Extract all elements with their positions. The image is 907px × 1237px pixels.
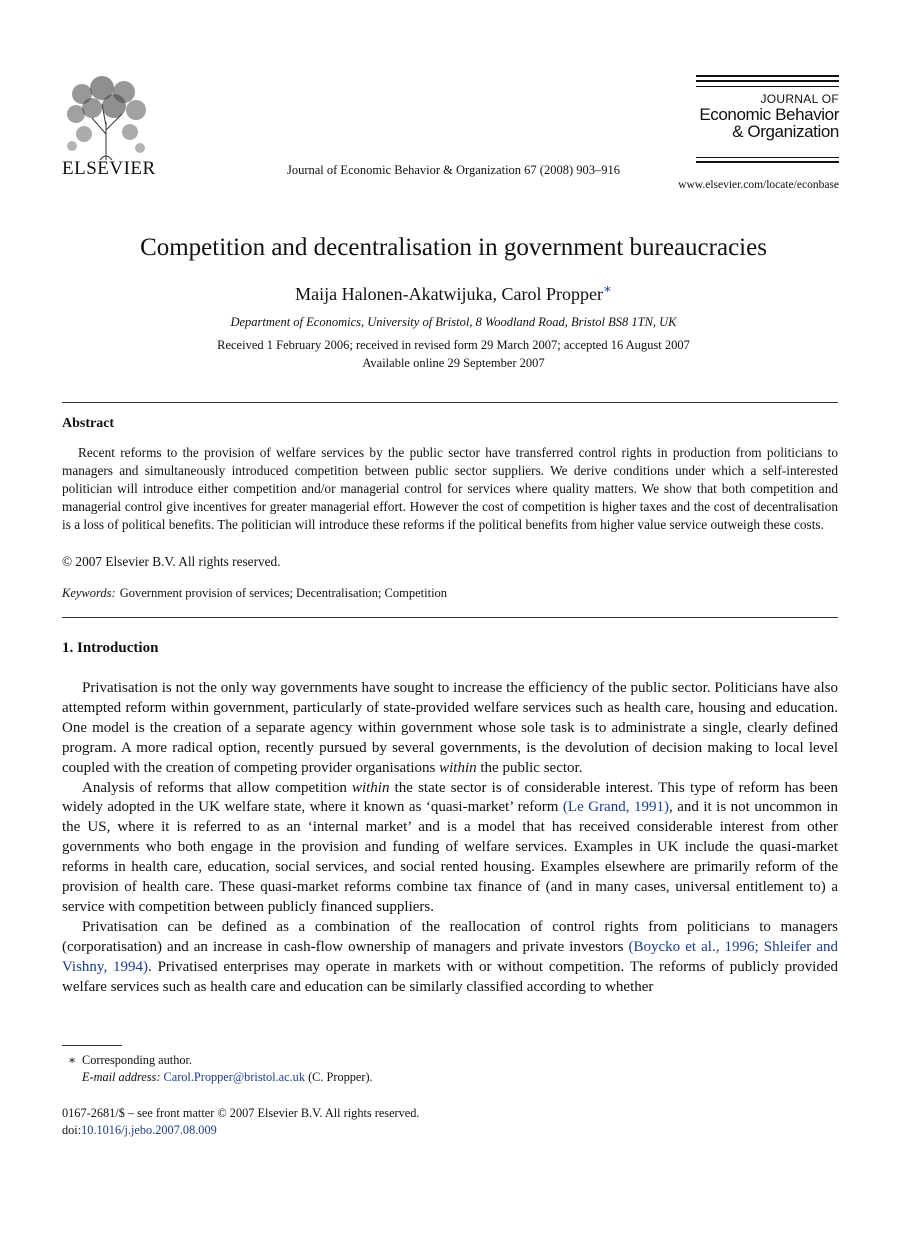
text-run: Analysis of reforms that allow competition [82, 779, 352, 796]
emphasis: within [351, 779, 390, 796]
keywords-label: Keywords: [62, 586, 116, 600]
abstract-text: Recent reforms to the provision of welfare services by the public sector have transferred control rights in production from politicians to managers and simultaneously introduced competition between public sector suppliers. We derive conditions under which a self-interested politician will introduce either competition and/or managerial control for services where quality matters. We show that both competition and managerial control give incentives for greater managerial effort. However the cost of competition is higher taxes and the cost of decentralisation is a loss of political benefits. The politician will introduce these reforms if the political benefits from higher value service outweigh these costs. [62, 445, 838, 533]
article-authors [0, 281, 907, 305]
author-affiliation: Department of Economics, University of Bristol, 8 Woodland Road, Bristol BS8 1TN, UK [230, 315, 677, 329]
corresponding-author-mark[interactable]: ∗ [603, 281, 612, 296]
footnotes [62, 1052, 373, 1086]
journal-logo [690, 93, 839, 141]
email-note [62, 1069, 373, 1086]
abstract-copyright: © 2007 Elsevier B.V. All rights reserved. [62, 554, 281, 569]
footnote-rule [62, 1045, 122, 1046]
text-run: , and it is not uncommon in the US, where it is referred to as an ‘internal market’ and is a model that has received considerable interest from other governments who both engage in the provision and funding of welfare services. Examples in UK include the quasi-market reforms in health care, education, social services, and social rented housing. Examples elsewhere are primarily reform of the provision of health care. These quasi-market reforms combine tax finance of (and in many cases, universal entitlement to) a service with competition between publicly financed suppliers. [62, 799, 839, 915]
article-dates [0, 336, 907, 372]
text-run: the state sector is of considerable interest. This type of reform has been widely adopted in the UK welfare state, where it known as ‘quasi-market’ reform [62, 779, 838, 816]
divider [62, 402, 838, 403]
paragraph [62, 679, 838, 779]
paragraph [62, 779, 838, 918]
paragraph [62, 918, 838, 998]
available-online: Available online 29 September 2007 [362, 356, 545, 370]
email-link[interactable]: Carol.Propper@bristol.ac.uk [163, 1070, 305, 1084]
keywords [62, 586, 447, 601]
section-body [62, 679, 838, 998]
received-dates: Received 1 February 2006; received in revised form 29 March 2007; accepted 16 August 2007 [217, 338, 690, 352]
corresponding-note [62, 1052, 373, 1069]
doi-link[interactable]: 10.1016/j.jebo.2007.08.009 [81, 1123, 217, 1137]
issn-block [62, 1105, 419, 1139]
article-title: Competition and decentralisation in government bureaucracies [140, 234, 767, 261]
journal-logo-line1: JOURNAL OF [760, 92, 839, 106]
abstract-body [62, 444, 838, 534]
author-names: Maija Halonen-Akatwijuka, Carol Propper [295, 284, 604, 304]
publisher-name: ELSEVIER [62, 158, 156, 179]
journal-rule [696, 86, 839, 87]
corresponding-text: Corresponding author. [82, 1053, 192, 1067]
doi-line [62, 1122, 419, 1139]
divider [62, 617, 838, 618]
keywords-list: Government provision of services; Decentralisation; Competition [119, 586, 448, 600]
journal-rule [696, 157, 839, 158]
text-run: Privatisation is not the only way governments have sought to increase the efficiency of the public sector. Politicians have also attempted reform within government, particularly of state-provided welfare services such as health care, housing and education. One model is the creation of a separate agency within government whose sole task is to administrate a single, clearly defined program. A more radical option, recently pursued by several governments, is the devolution of decision making to local level coupled with the creation of competing provider organisations [62, 680, 838, 776]
elsevier-tree-logo-icon [62, 74, 150, 160]
journal-citation: Journal of Economic Behavior & Organization 67 (2008) 903–916 [286, 163, 621, 177]
text-run: . Privatised enterprises may operate in markets with or without competition. The reforms of publicly provided welfare services such as health care and education can be similarly classified according to whether [62, 958, 838, 995]
section-heading: 1. Introduction [62, 640, 159, 656]
abstract-heading: Abstract [62, 416, 115, 431]
text-run: the public sector. [476, 759, 583, 776]
journal-rule [696, 80, 839, 82]
email-suffix: (C. Propper). [308, 1070, 373, 1084]
journal-rule [696, 75, 839, 77]
journal-rule [696, 161, 839, 163]
emphasis: within [439, 759, 477, 776]
journal-logo-line3: & Organization [732, 122, 839, 142]
issn-line: 0167-2681/$ – see front matter © 2007 Elsevier B.V. All rights reserved. [62, 1106, 420, 1120]
citation-link[interactable]: (Boycko et al., 1996; Shleifer and Vishny, 1994) [62, 938, 838, 975]
doi-label: doi: [62, 1123, 82, 1137]
journal-logo-line2: Economic Behavior [699, 104, 839, 124]
text-run: Privatisation can be defined as a combination of the reallocation of control rights from politicians to managers (corporatisation) and an increase in cash-flow ownership of managers and private investors [62, 918, 838, 955]
citation-link[interactable]: (Le Grand, 1991) [562, 799, 669, 816]
email-label: E-mail address: [82, 1070, 161, 1084]
journal-url[interactable]: www.elsevier.com/locate/econbase [678, 179, 839, 191]
footnote-mark: ∗ [67, 1053, 77, 1067]
